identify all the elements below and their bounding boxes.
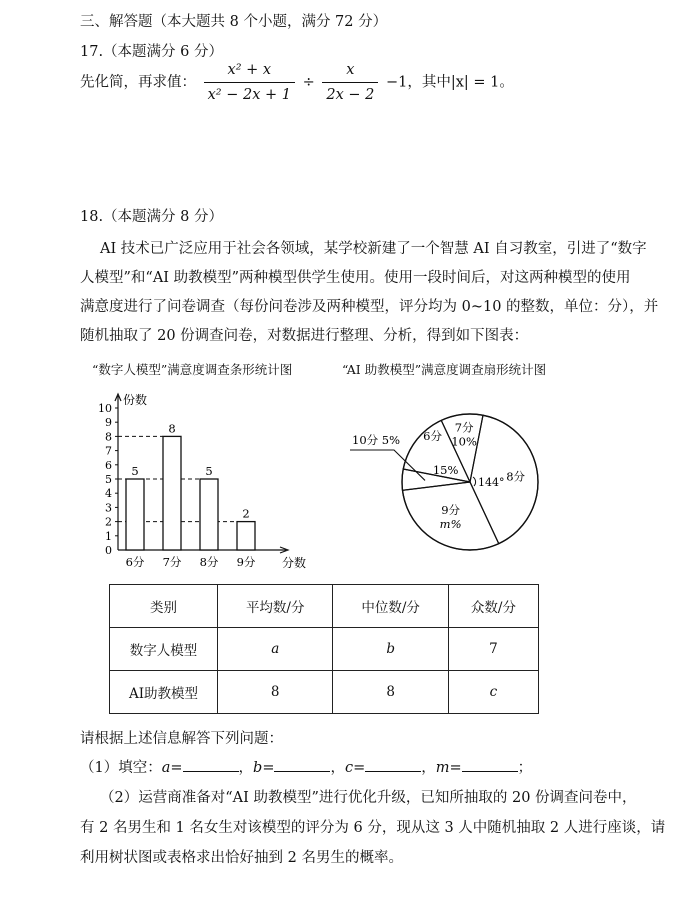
q17-divide: ÷ bbox=[302, 74, 315, 91]
x-category-label: 8分 bbox=[199, 555, 219, 569]
table-cell: 7 bbox=[448, 628, 538, 671]
pie-slice-label: m% bbox=[439, 516, 462, 531]
part1-b-label: b= bbox=[253, 760, 275, 776]
table-cell: 数字人模型 bbox=[110, 628, 218, 671]
pie-slice-label: 7分 bbox=[454, 420, 474, 435]
table-cell: b bbox=[333, 628, 448, 671]
pie-slice-label: 8分 bbox=[506, 469, 526, 484]
q18-part1: （1）填空：a= ，b= ，c= ，m= ； bbox=[80, 756, 532, 777]
section-header: 三、解答题（本大题共 8 个小题，满分 72 分） bbox=[80, 14, 388, 30]
pie-chart-title: “AI 助教模型”满意度调查扇形统计图 bbox=[342, 362, 547, 377]
x-category-label: 6分 bbox=[125, 555, 145, 569]
y-tick-label: 4 bbox=[105, 487, 112, 501]
q18-instruction: 请根据上述信息解答下列问题： bbox=[80, 731, 283, 747]
table-row bbox=[110, 628, 539, 671]
pie-slice-label: 6分 bbox=[423, 429, 442, 444]
pie-slice-label: 15% bbox=[432, 462, 459, 477]
y-tick-label: 6 bbox=[105, 458, 112, 472]
table-cell: a bbox=[218, 628, 333, 671]
table-row bbox=[110, 671, 539, 714]
q17-expression bbox=[80, 60, 514, 105]
part1-label: （1）填空： bbox=[80, 760, 162, 776]
y-tick-label: 3 bbox=[105, 501, 112, 515]
table-header-cell: 平均数/分 bbox=[218, 585, 333, 628]
y-tick-label: 5 bbox=[105, 473, 112, 486]
pie-slice-label: 10分 5% bbox=[352, 433, 401, 447]
answer-blank-b[interactable] bbox=[274, 757, 330, 772]
bar bbox=[200, 479, 218, 550]
q17-fraction-2 bbox=[322, 60, 378, 105]
part1-m-label: m= bbox=[435, 760, 462, 776]
bar-data-label: 5 bbox=[131, 464, 139, 478]
table-header-cell: 类别 bbox=[110, 585, 218, 628]
answer-blank-m[interactable] bbox=[462, 757, 518, 772]
bar bbox=[237, 522, 255, 550]
q18-para-line-1: AI 技术已广泛应用于社会各领域，某学校新建了一个智慧 AI 自习教室，引进了“数字 bbox=[100, 241, 647, 257]
q18-para-line-2: 人模型”和“AI 助教模型”两种模型供学生使用。使用一段时间后，对这两种模型的使用 bbox=[80, 270, 631, 286]
table-cell: 8 bbox=[333, 671, 448, 714]
q17-frac2-denominator: 2x − 2 bbox=[326, 87, 375, 103]
answer-blank-c[interactable] bbox=[365, 757, 421, 772]
answer-blank-a[interactable] bbox=[183, 757, 239, 772]
q18-part2-line-1: （2）运营商准备对“AI 助教模型”进行优化升级，已知所抽取的 20 份调查问卷中， bbox=[100, 790, 637, 806]
table-cell: AI助教模型 bbox=[110, 671, 218, 714]
bar-chart-ylabel: 份数 bbox=[123, 393, 148, 407]
q18-part2-line-2: 有 2 名男生和 1 名女生对该模型的评分为 6 分，现从这 3 人中随机抽取 2 人进行座谈，请 bbox=[80, 820, 666, 836]
q17-prompt: 先化简，再求值： bbox=[80, 74, 196, 91]
q17-header: 17.（本题满分 6 分） bbox=[80, 44, 224, 60]
q17-fraction-1 bbox=[204, 60, 295, 105]
q18-header: 18.（本题满分 8 分） bbox=[80, 209, 224, 225]
bar-data-label: 5 bbox=[205, 464, 213, 478]
pie-angle-label: 144° bbox=[478, 476, 505, 489]
pie-slice-label: 9分 bbox=[441, 502, 461, 517]
y-tick-label: 7 bbox=[105, 444, 112, 458]
bar bbox=[163, 436, 181, 550]
q17-frac1-numerator: x² + x bbox=[204, 60, 295, 83]
bar bbox=[126, 479, 144, 550]
q17-suffix: −1，其中|x| = 1。 bbox=[385, 74, 514, 91]
bar-data-label: 2 bbox=[242, 506, 250, 521]
y-tick-label: 9 bbox=[105, 416, 112, 430]
q18-para-line-4: 随机抽取了 20 份调查问卷，对数据进行整理、分析，得到如下图表： bbox=[80, 328, 529, 344]
pie-chart bbox=[340, 395, 560, 570]
bar-chart-title: “数字人模型”满意度调查条形统计图 bbox=[92, 362, 293, 377]
q18-para-line-3: 满意度进行了问卷调查（每份问卷涉及两种模型，评分均为 0~10 的整数，单位：分），并 bbox=[80, 299, 659, 315]
part1-c-label: c= bbox=[344, 760, 366, 776]
x-category-label: 9分 bbox=[236, 555, 256, 569]
bar-data-label: 8 bbox=[168, 421, 176, 436]
table-cell: c bbox=[448, 671, 538, 714]
y-tick-label: 8 bbox=[105, 430, 112, 444]
table-header-row bbox=[110, 585, 539, 628]
x-category-label: 7分 bbox=[162, 555, 182, 569]
q18-part2-line-3: 利用树状图或表格求出恰好抽到 2 名男生的概率。 bbox=[80, 850, 403, 866]
y-tick-label: 0 bbox=[105, 544, 112, 557]
table-cell: 8 bbox=[218, 671, 333, 714]
q17-frac2-numerator: x bbox=[322, 60, 378, 83]
y-tick-label: 10 bbox=[98, 402, 112, 415]
bar-chart bbox=[80, 388, 330, 578]
part1-a-label: a= bbox=[161, 760, 183, 776]
q17-frac1-denominator: x² − 2x + 1 bbox=[207, 87, 291, 103]
bar-chart-xlabel: 分数 bbox=[282, 556, 307, 570]
table-header-cell: 众数/分 bbox=[448, 585, 538, 628]
table-header-cell: 中位数/分 bbox=[333, 585, 448, 628]
y-tick-label: 2 bbox=[105, 515, 112, 529]
stats-table bbox=[109, 584, 539, 714]
pie-slice-label: 10% bbox=[451, 434, 477, 449]
y-tick-label: 1 bbox=[105, 529, 112, 543]
